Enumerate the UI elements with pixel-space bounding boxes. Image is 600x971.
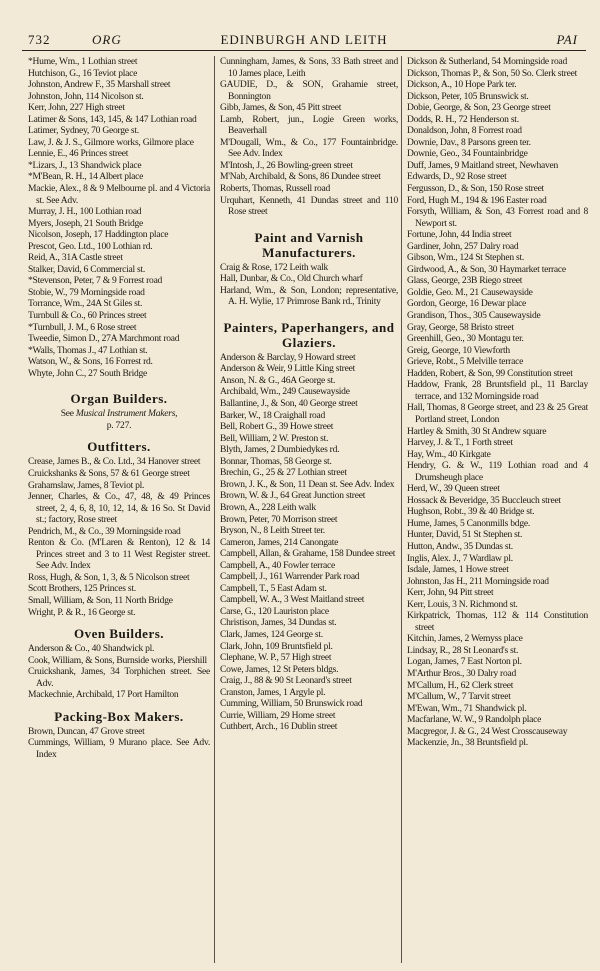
directory-entry: Blyth, James, 2 Dumbiedykes rd. bbox=[220, 444, 340, 456]
directory-entry: Kerr, John, 227 High street bbox=[28, 102, 125, 114]
directory-entry: Lindsay, R., 28 St Leonard's st. bbox=[407, 644, 519, 656]
directory-entry: Lamb, Robert, jun., Logie Green works, Beaverhall bbox=[220, 113, 398, 137]
directory-entry: Johnston, Andrew F., 35 Marshall street bbox=[28, 79, 171, 91]
directory-entry: Cook, William, & Sons, Burnside works, Piershill bbox=[28, 654, 207, 666]
directory-entry: Cunningham, James, & Sons, 33 Bath street and 10 James place, Leith bbox=[220, 56, 398, 79]
directory-entry: Dickson, Thomas P., & Son, 50 So. Clerk street bbox=[407, 67, 577, 79]
directory-entry: Duff, James, 9 Maitland street, Newhaven bbox=[407, 159, 559, 171]
directory-entry: Latimer & Sons, 143, 145, & 147 Lothian road bbox=[28, 113, 197, 125]
directory-entry: Currie, William, 29 Home street bbox=[220, 709, 336, 721]
directory-entry: Campbell, T., 5 East Adam st. bbox=[220, 582, 327, 594]
directory-entry: Stalker, David, 6 Commercial st. bbox=[28, 263, 146, 275]
directory-entry: Myers, Joseph, 21 South Bridge bbox=[28, 217, 144, 229]
directory-entry: Hughson, Robt., 39 & 40 Bridge st. bbox=[407, 506, 535, 518]
directory-entry: Cumming, William, 50 Brunswick road bbox=[220, 698, 363, 710]
directory-entry: Wright, P. & R., 16 George st. bbox=[28, 606, 136, 618]
opticians-list bbox=[28, 56, 210, 379]
header-right-keyword: PAI bbox=[556, 32, 578, 47]
directory-entry: Hutton, Andw., 35 Dundas st. bbox=[407, 540, 513, 552]
header-title: EDINBURGH AND LEITH bbox=[220, 32, 388, 47]
directory-entry: Watson, W., & Sons, 16 Forrest rd. bbox=[28, 356, 153, 368]
directory-entry: *Stevenson, Peter, 7 & 9 Forrest road bbox=[28, 275, 163, 287]
directory-entry: Girdwood, A., & Son, 30 Haymarket terrace bbox=[407, 263, 566, 275]
painters-list-cont bbox=[407, 56, 588, 749]
directory-entry: Crease, James B., & Co. Ltd., 34 Hanover street bbox=[28, 456, 201, 468]
running-header bbox=[22, 32, 586, 51]
directory-entry: Dodds, R. H., 72 Henderson st. bbox=[407, 113, 519, 125]
directory-entry: M'Dougall, Wm., & Co., 177 Fountainbridge. See Adv. Index bbox=[220, 136, 398, 160]
note-prefix: See bbox=[60, 408, 74, 420]
directory-entry: Pendrich, M., & Co., 39 Morningside road bbox=[28, 525, 181, 537]
directory-entry: Carse, G., 120 Lauriston place bbox=[220, 605, 329, 617]
section-heading-oven-builders: Oven Builders. bbox=[73, 626, 165, 642]
directory-entry: *Walls, Thomas J., 47 Lothian st. bbox=[28, 344, 148, 356]
directory-entry: Mackie, Alex., 8 & 9 Melbourne pl. and 4 Victoria st. See Adv. bbox=[28, 183, 210, 206]
directory-entry: Anson, N. & G., 46A George st. bbox=[220, 374, 336, 386]
directory-entry: Clark, John, 109 Bruntsfield pl. bbox=[220, 640, 333, 652]
directory-entry: Harland, Wm., & Son, London; representative, A. H. Wylie, 17 Primrose Bank rd., Trinity bbox=[220, 284, 398, 308]
directory-entry: Kerr, Louis, 3 N. Richmond st. bbox=[407, 598, 518, 610]
directory-entry: Herd, W., 39 Queen street bbox=[407, 483, 500, 495]
directory-entry: Johnston, Jas H., 211 Morningside road bbox=[407, 575, 549, 587]
note-page: p. 727. bbox=[106, 419, 132, 431]
page-number: 732 bbox=[28, 32, 51, 47]
section-heading-outfitters: Outfitters. bbox=[87, 439, 151, 455]
directory-entry: Cranston, James, 1 Argyle pl. bbox=[220, 686, 326, 698]
directory-entry: Hendry, G. & W., 119 Lothian road and 4 Drumsheugh place bbox=[407, 460, 588, 483]
section-heading-organ-builders: Organ Builders. bbox=[70, 391, 168, 407]
directory-entry: Cruickshanks & Sons, 57 & 61 George street bbox=[28, 467, 190, 479]
directory-entry: Dickson & Sutherland, 54 Morningside road bbox=[407, 56, 567, 67]
directory-entry: Mackechnie, Archibald, 17 Port Hamilton bbox=[28, 689, 179, 701]
directory-entry: Glass, George, 23B Riego street bbox=[407, 275, 523, 287]
directory-entry: Grieve, Robt., 5 Melville terrace bbox=[407, 356, 524, 368]
directory-entry: Hossack & Beveridge, 35 Buccleuch street bbox=[407, 494, 561, 506]
directory-entry: Haddow, Frank, 28 Bruntsfield pl., 11 Barclay terrace, and 132 Morningside road bbox=[407, 379, 588, 402]
directory-entry: Anderson & Co., 40 Shandwick pl. bbox=[28, 643, 155, 655]
directory-entry: Tweedie, Simon D., 27A Marchmont road bbox=[28, 333, 180, 345]
directory-entry: Campbell, J., 161 Warrender Park road bbox=[220, 571, 360, 583]
column-1 bbox=[28, 56, 214, 963]
directory-entry: GAUDIE, D., & SON, Grahamie street, Bonnington bbox=[220, 79, 398, 102]
directory-entry: Brown, W. & J., 64 Great Junction street bbox=[220, 490, 366, 502]
oven-builders-list bbox=[28, 643, 210, 701]
directory-entry: Dobie, George, & Son, 23 George street bbox=[407, 102, 551, 114]
directory-entry: M'Callum, H., 62 Clerk street bbox=[407, 679, 514, 691]
directory-entry: Murray, J. H., 100 Lothian road bbox=[28, 206, 142, 218]
note-reference: Musical Instrument Makers, bbox=[75, 408, 178, 420]
directory-entry: Christison, James, 34 Dundas st. bbox=[220, 617, 337, 629]
directory-entry: Campbell, A., 40 Fowler terrace bbox=[220, 559, 335, 571]
directory-entry: Harvey, J. & T., 1 Forth street bbox=[407, 437, 513, 449]
directory-entry: Law, J. & J. S., Gilmore works, Gilmore place bbox=[28, 136, 194, 148]
directory-entry: Brown, Peter, 70 Morrison street bbox=[220, 513, 338, 525]
packing-box-makers-list-cont bbox=[220, 56, 398, 218]
directory-entry: Prescot, Geo. Ltd., 100 Lothian rd. bbox=[28, 240, 153, 252]
directory-entry: Hall, Thomas, 8 George street, and 23 & 25 Great Portland street, London bbox=[407, 402, 588, 425]
directory-entry: Scott Brothers, 125 Princes st. bbox=[28, 583, 136, 595]
directory-entry: Ford, Hugh M., 194 & 196 Easter road bbox=[407, 194, 547, 206]
directory-entry: Gardiner, John, 257 Dalry road bbox=[407, 240, 519, 252]
directory-entry: Brown, J. K., & Son, 11 Dean st. See Adv. Index bbox=[220, 478, 395, 490]
directory-entry: Latimer, Sydney, 70 George st. bbox=[28, 125, 139, 137]
directory-entry: *Lizars, J., 13 Shandwick place bbox=[28, 159, 142, 171]
directory-entry: Grandison, Thos., 305 Causewayside bbox=[407, 310, 541, 322]
directory-entry: Jenner, Charles, & Co., 47, 48, & 49 Princes street, 2, 4, 6, 8, 10, 12, 14, & 16 So. St David st.; factory, Rose street bbox=[28, 491, 210, 526]
directory-entry: Gibson, Wm., 124 St Stephen st. bbox=[407, 252, 524, 264]
directory-entry: Anderson & Barclay, 9 Howard street bbox=[220, 351, 356, 363]
directory-entry: Kitchin, James, 2 Wemyss place bbox=[407, 633, 523, 645]
directory-entry: *Turnbull, J. M., 6 Rose street bbox=[28, 321, 137, 333]
directory-entry: Ross, Hugh, & Son, 1, 3, & 5 Nicolson street bbox=[28, 571, 190, 583]
directory-entry: Gray, George, 58 Bristo street bbox=[407, 321, 514, 333]
directory-entry: Hall, Dunbar, & Co., Old Church wharf bbox=[220, 273, 363, 285]
directory-entry: Small, William, & Son, 11 North Bridge bbox=[28, 594, 173, 606]
directory-entry: Dickson, A., 10 Hope Park ter. bbox=[407, 79, 517, 91]
directory-entry: Turnbull & Co., 60 Princes street bbox=[28, 310, 147, 322]
header-left-keyword: ORG bbox=[92, 32, 122, 47]
directory-entry: Gordon, George, 16 Dewar place bbox=[407, 298, 527, 310]
directory-entry: M'Nab, Archibald, & Sons, 86 Dundee street bbox=[220, 171, 381, 183]
directory-entry: M'Intosh, J., 26 Bowling-green street bbox=[220, 159, 353, 171]
directory-entry: Bonnar, Thomas, 58 George st. bbox=[220, 455, 332, 467]
directory-entry: Craig, J., 88 & 90 St Leonard's street bbox=[220, 675, 352, 687]
directory-entry: Anderson & Weir, 9 Little King street bbox=[220, 363, 355, 375]
directory-entry: Archibald, Wm., 249 Causewayside bbox=[220, 386, 350, 398]
directory-entry: Urquhart, Kenneth, 41 Dundas street and 110 Rose street bbox=[220, 194, 398, 218]
directory-entry: Downie, Geo., 34 Fountainbridge bbox=[407, 148, 528, 160]
packing-box-makers-list bbox=[28, 726, 210, 761]
directory-entry: Cummings, William, 9 Murano place. See Adv. Index bbox=[28, 737, 210, 760]
directory-entry: Cowe, James, 12 St Peters bldgs. bbox=[220, 663, 339, 675]
directory-entry: Whyte, John C., 27 South Bridge bbox=[28, 367, 148, 379]
directory-entry: Campbell, W. A., 3 West Maitland street bbox=[220, 594, 365, 606]
directory-entry: Hunter, David, 51 St Stephen st. bbox=[407, 529, 523, 541]
directory-entry: Kirkpatrick, Thomas, 112 & 114 Constitution street bbox=[407, 610, 588, 633]
directory-entry: Fortune, John, 44 India street bbox=[407, 229, 512, 241]
directory-entry: Bell, William, 2 W. Preston st. bbox=[220, 432, 329, 444]
directory-entry: Bryson, N., 8 Leith Street ter. bbox=[220, 525, 325, 537]
directory-entry: Downie, Dav., 8 Parsons green ter. bbox=[407, 136, 531, 148]
directory-entry: Grahamslaw, James, 8 Teviot pl. bbox=[28, 479, 145, 491]
directory-entry: Clephane, W. P., 57 High street bbox=[220, 652, 332, 664]
section-heading-packing-box-makers: Packing-Box Makers. bbox=[54, 708, 184, 724]
cross-reference-note bbox=[28, 408, 210, 431]
directory-entry: Reid, A., 31A Castle street bbox=[28, 252, 123, 264]
directory-entry: Fergusson, D., & Son, 150 Rose street bbox=[407, 183, 544, 195]
directory-entry: Stobie, W., 79 Morningside road bbox=[28, 286, 145, 298]
directory-entry: Renton & Co. (M'Laren & Renton), 12 & 14 Princes street and 3 to 11 West Register street. See Adv. Index bbox=[28, 537, 210, 572]
directory-entry: Cameron, James, 214 Canongate bbox=[220, 536, 339, 548]
directory-entry: Macgregor, J. & G., 24 West Crosscauseway bbox=[407, 725, 568, 737]
directory-entry: Lennie, E., 46 Princes street bbox=[28, 148, 129, 160]
directory-entry: Inglis, Alex. J., 7 Wardlaw pl. bbox=[407, 552, 513, 564]
directory-entry: Edwards, D., 92 Rose street bbox=[407, 171, 507, 183]
directory-columns bbox=[28, 56, 588, 963]
directory-entry: Cruickshank, James, 34 Torphichen street. See Adv. bbox=[28, 666, 210, 689]
directory-entry: M'Callum, W., 7 Tarvit street bbox=[407, 691, 511, 703]
directory-entry: Torrance, Wm., 24A St Giles st. bbox=[28, 298, 143, 310]
directory-entry: Campbell, Allan, & Grahame, 158 Dundee street bbox=[220, 548, 396, 560]
directory-entry: Kerr, John, 94 Pitt street bbox=[407, 587, 494, 599]
column-2 bbox=[214, 56, 401, 963]
directory-entry: Goldie, Geo. M., 21 Causewayside bbox=[407, 286, 533, 298]
directory-entry: Bell, Robert G., 39 Howe street bbox=[220, 421, 334, 433]
directory-entry: M'Arthur Bros., 30 Dalry road bbox=[407, 667, 517, 679]
directory-entry: Brechin, G., 25 & 27 Lothian street bbox=[220, 467, 347, 479]
directory-entry: Donaldson, John, 8 Forrest road bbox=[407, 125, 522, 137]
directory-entry: Ballantine, J., & Son, 40 George street bbox=[220, 398, 358, 410]
directory-entry: Hay, Wm., 40 Kirkgate bbox=[407, 448, 491, 460]
directory-entry: Cuthbert, Arch., 16 Dublin street bbox=[220, 721, 338, 733]
directory-entry: Forsyth, William, & Son, 43 Forrest road and 8 Newport st. bbox=[407, 206, 588, 229]
directory-entry: *Hume, Wm., 1 Lothian street bbox=[28, 56, 138, 67]
directory-entry: Barker, W., 18 Craighall road bbox=[220, 409, 326, 421]
directory-entry: Mackenzie, Jn., 38 Bruntsfield pl. bbox=[407, 737, 528, 749]
directory-entry: Logan, James, 7 East Norton pl. bbox=[407, 656, 522, 668]
column-3 bbox=[401, 56, 588, 963]
directory-entry: Greig, George, 10 Viewforth bbox=[407, 344, 510, 356]
directory-entry: Roberts, Thomas, Russell road bbox=[220, 183, 331, 195]
directory-entry: Hartley & Smith, 30 St Andrew square bbox=[407, 425, 547, 437]
directory-entry: Hume, James, 5 Canonmills bdge. bbox=[407, 517, 530, 529]
section-heading-paint-varnish: Paint and Varnish Manufacturers. bbox=[254, 229, 364, 260]
directory-entry: *M'Bean, R. H., 14 Albert place bbox=[28, 171, 144, 183]
directory-entry: Hutchison, G., 16 Teviot place bbox=[28, 67, 138, 79]
directory-entry: M'Ewan, Wm., 71 Shandwick pl. bbox=[407, 702, 527, 714]
paint-manufacturers-list bbox=[220, 262, 398, 308]
directory-entry: Macfarlane, W. W., 9 Randolph place bbox=[407, 714, 542, 726]
directory-entry: Nicolson, Joseph, 17 Haddington place bbox=[28, 229, 169, 241]
directory-entry: Craig & Rose, 172 Leith walk bbox=[220, 261, 329, 273]
directory-entry: Brown, Duncan, 47 Grove street bbox=[28, 725, 145, 737]
outfitters-list bbox=[28, 456, 210, 618]
directory-entry: Johnston, John, 114 Nicolson st. bbox=[28, 90, 144, 102]
directory-entry: Clark, James, 124 George st. bbox=[220, 628, 323, 640]
directory-entry: Brown, A., 228 Leith walk bbox=[220, 501, 316, 513]
section-heading-painters: Painters, Paperhangers, and Glaziers. bbox=[223, 319, 395, 350]
directory-entry: Isdale, James, 1 Howe street bbox=[407, 564, 509, 576]
directory-entry: Dickson, Peter, 105 Brunswick st. bbox=[407, 90, 529, 102]
directory-entry: Hadden, Robert, & Son, 99 Constitution street bbox=[407, 367, 573, 379]
directory-entry: Greenhill, Geo., 30 Montagu ter. bbox=[407, 333, 524, 345]
painters-list bbox=[220, 352, 398, 733]
directory-entry: Gibb, James, & Son, 45 Pitt street bbox=[220, 102, 342, 114]
